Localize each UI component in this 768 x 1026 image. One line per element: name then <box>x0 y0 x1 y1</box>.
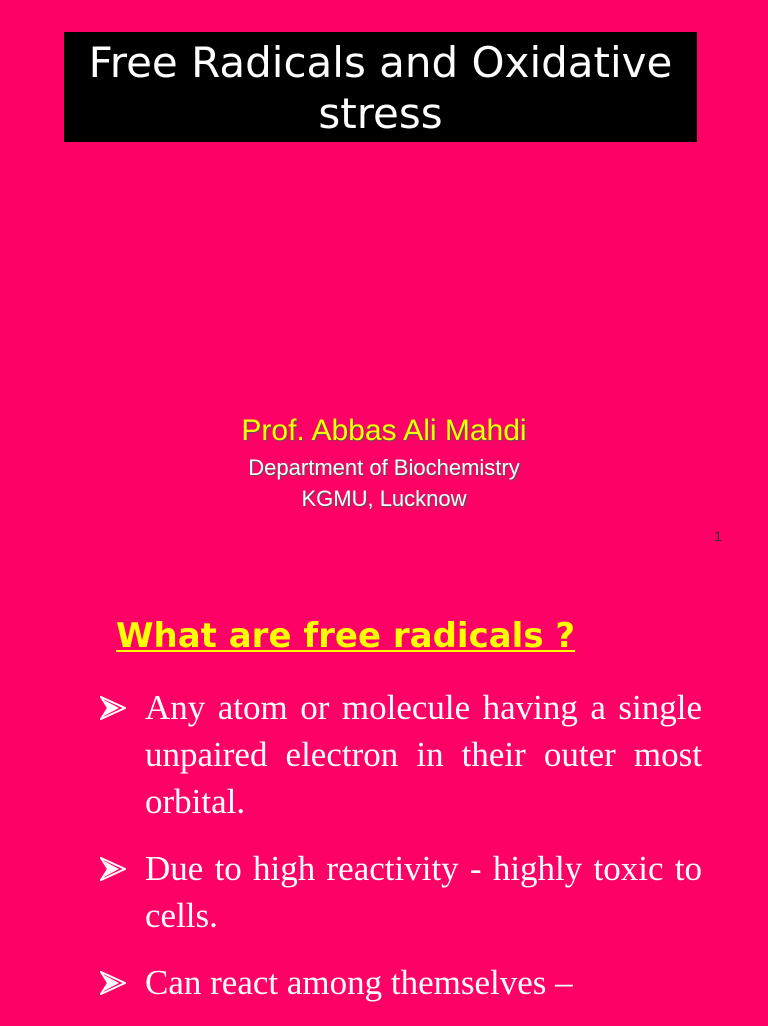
bullet-text: Any atom or molecule having a single unpaired electron in their outer most orbital. <box>145 688 702 821</box>
author-block <box>0 410 768 514</box>
bullet-item <box>100 845 702 939</box>
author-name: Prof. Abbas Ali Mahdi <box>241 414 527 447</box>
arrowhead-bullet-icon <box>100 684 128 731</box>
author-institution: KGMU, Lucknow <box>301 486 467 511</box>
slide-title-line-2: stress <box>318 89 443 138</box>
author-department: Department of Biochemistry <box>248 455 520 480</box>
arrowhead-bullet-icon <box>100 959 128 1006</box>
bullet-item <box>100 684 702 825</box>
bullet-text: Can react among themselves – <box>145 963 573 1002</box>
title-box <box>64 32 697 142</box>
arrowhead-bullet-icon <box>100 845 128 892</box>
content-slide <box>0 560 768 1024</box>
slide-heading: What are free radicals ? <box>116 616 576 656</box>
slide-title-line-1: Free Radicals and Oxidative <box>88 38 673 87</box>
bullet-list <box>100 684 702 1026</box>
page-number: 1 <box>714 528 722 544</box>
bullet-item <box>100 959 702 1006</box>
bullet-text: Due to high reactivity - highly toxic to cells. <box>145 849 702 935</box>
